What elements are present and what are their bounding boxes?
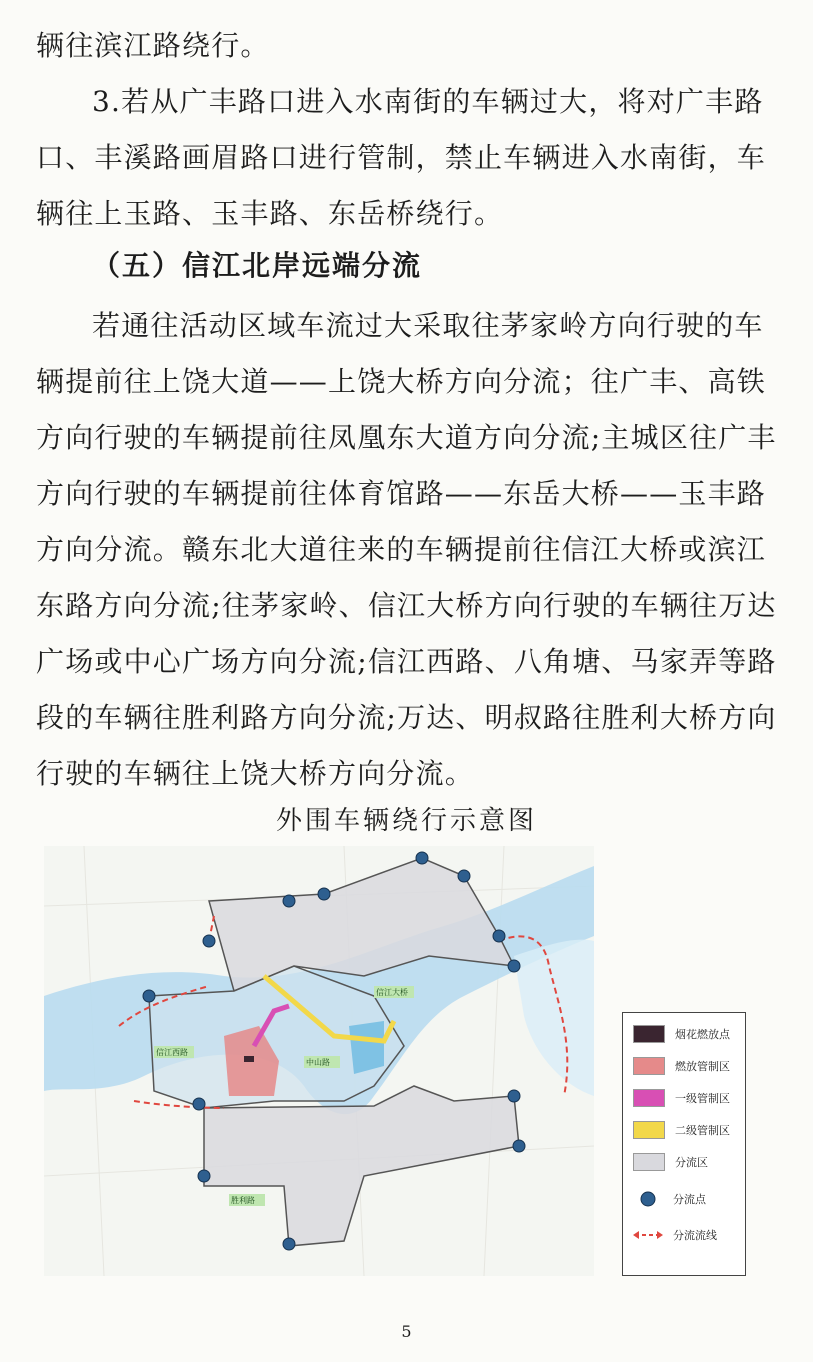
diversion-point-icon (633, 1189, 663, 1209)
fireworks-point (244, 1056, 254, 1062)
fireworks-swatch (633, 1025, 665, 1043)
section-heading: （五）信江北岸远端分流 (92, 249, 423, 282)
legend-item-fireworks: 烟花燃放点 (633, 1025, 730, 1043)
level2-swatch (633, 1121, 665, 1139)
map-label-road-4: 胜利路 (231, 1196, 255, 1205)
level1-swatch (633, 1089, 665, 1107)
diversion-zone-swatch (633, 1153, 665, 1171)
legend-item-level2: 二级管制区 (633, 1121, 730, 1139)
legend-item-level1: 一级管制区 (633, 1089, 730, 1107)
page-number: 5 (401, 1322, 412, 1341)
map-legend (622, 1012, 746, 1276)
map-label-road-1: 信江西路 (156, 1048, 188, 1057)
legend-item-diversion-zone: 分流区 (633, 1153, 708, 1171)
figure-title: 外围车辆绕行示意图 (275, 806, 537, 836)
paragraph-continuation: 辆往滨江路绕行。 (36, 29, 270, 62)
fireworks-control-swatch (633, 1057, 665, 1075)
flow-line-icon (633, 1227, 663, 1243)
water-area (349, 1021, 384, 1074)
detour-map (44, 846, 594, 1276)
legend-item-flow-line: 分流流线 (633, 1227, 717, 1243)
map-label-road-2: 中山路 (306, 1058, 330, 1067)
paragraph-item-3: 3.若从广丰路口进入水南街的车辆过大，将对广丰路口、丰溪路画眉路口进行管制，禁止车辆进入水南街，车辆往上玉路、玉丰路、东岳桥绕行。 (36, 85, 767, 230)
map-label-road-3: 信江大桥 (376, 988, 408, 997)
legend-item-diversion-point: 分流点 (633, 1189, 706, 1209)
legend-item-fireworks-control: 燃放管制区 (633, 1057, 730, 1075)
paragraph-diversion: 若通往活动区域车流过大采取往茅家岭方向行驶的车辆提前往上饶大道——上饶大桥方向分流；往广丰、高铁方向行驶的车辆提前往凤凰东大道方向分流;主城区往广丰方向行驶的车辆提前往体育馆路——东岳大桥——玉丰路方向分流。赣东北大道往来的车辆提前往信江大桥或滨江东路方向分流;往茅家岭、信江大桥方向行驶的车辆往万达广场或中心广场方向分流;信江西路、八角塘、马家弄等路段的车辆往胜利路方向分流;万达、明叔路往胜利大桥方向行驶的车辆往上饶大桥方向分流。 (36, 309, 777, 790)
